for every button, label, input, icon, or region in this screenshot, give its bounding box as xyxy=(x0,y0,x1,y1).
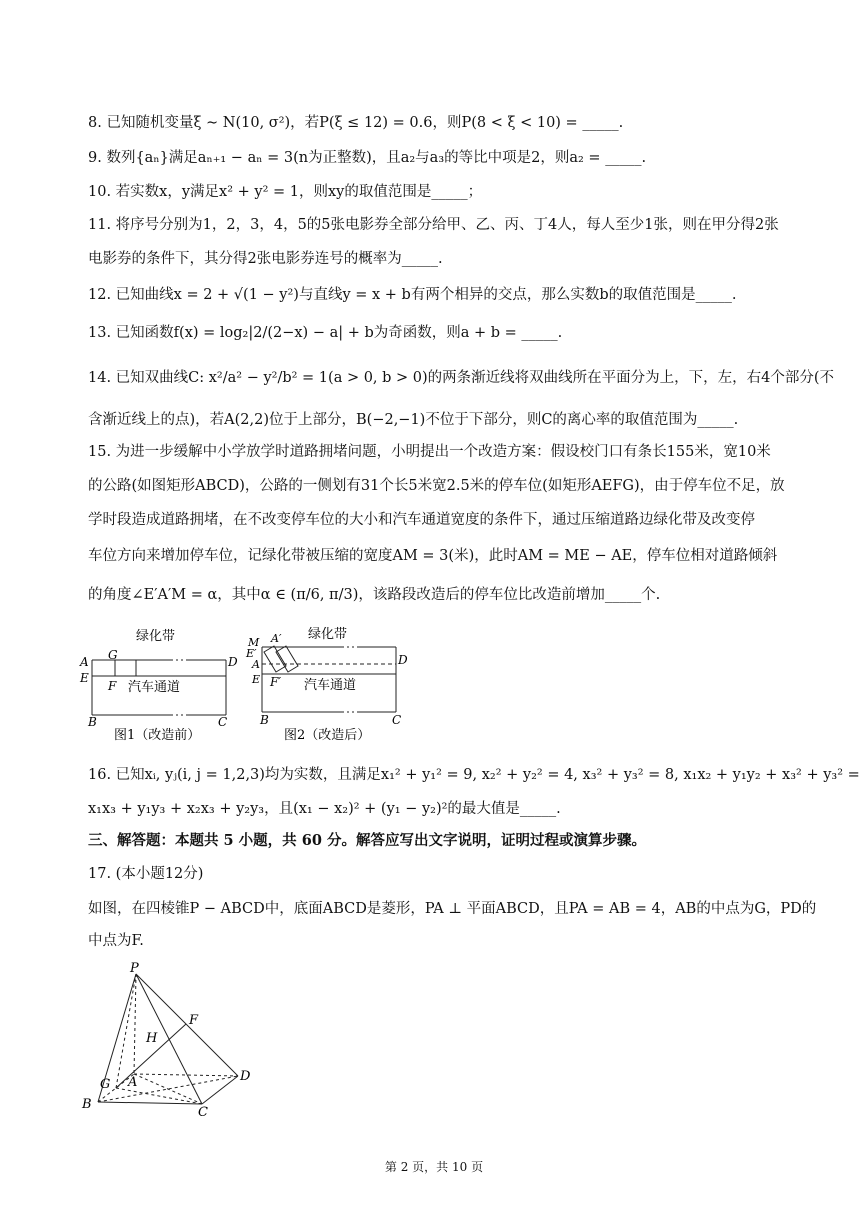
figure-2-after xyxy=(246,622,416,751)
question-15-line1: 15. 为进一步缓解中小学放学时道路拥堵问题，小明提出一个改造方案：假设校门口有条长155米，宽10米 xyxy=(88,444,771,460)
question-13: 13. 已知函数f(x) = log₂|2/(2−x) − a| + b为奇函数，则a + b = _____. xyxy=(88,325,563,341)
svg-text:D: D xyxy=(228,655,238,669)
question-17-line1: 如图，在四棱锥P − ABCD中，底面ABCD是菱形，PA ⊥ 平面ABCD，且PA = AB = 4，AB的中点为G，PD的 xyxy=(88,901,817,917)
figure-1-before xyxy=(78,622,238,751)
svg-text:B: B xyxy=(82,1097,92,1112)
svg-text:A: A xyxy=(80,655,89,669)
question-11-line1: 11. 将序号分别为1，2，3，4，5的5张电影券全部分给甲、乙、丙、丁4人，每人至少1张，则在甲分得2张 xyxy=(88,217,779,233)
page-footer: 第 2 页，共 10 页 xyxy=(384,1160,484,1174)
question-15-line4: 车位方向来增加停车位，记绿化带被压缩的宽度AM = 3(米)，此时AM = ME − AE，停车位相对道路倾斜 xyxy=(88,548,778,564)
pyramid-figure xyxy=(80,958,260,1122)
fig2-green-label: 绿化带 xyxy=(308,627,348,642)
question-17-heading: 17. (本小题12分) xyxy=(88,866,204,882)
svg-text:B: B xyxy=(260,713,269,727)
svg-text:D: D xyxy=(398,653,408,667)
question-16-line2: x₁x₃ + y₁y₃ + x₂x₃ + y₂y₃，且(x₁ − x₂)² + (y₁ − y₂)²的最大值是_____. xyxy=(88,801,561,817)
svg-text:G: G xyxy=(100,1077,111,1092)
svg-text:E′: E′ xyxy=(246,647,257,660)
fig1-caption: 图1（改造前） xyxy=(114,728,201,743)
question-12: 12. 已知曲线x = 2 + √(1 − y²)与直线y = x + b有两个相异的交点，那么实数b的取值范围是_____. xyxy=(88,287,737,303)
question-10: 10. 若实数x，y满足x² + y² = 1，则xy的取值范围是_____； xyxy=(88,184,483,200)
svg-text:A′: A′ xyxy=(271,632,282,645)
question-15-line2: 的公路(如图矩形ABCD)，公路的一侧划有31个长5米宽2.5米的停车位(如矩形AEFG)，由于停车位不足，放 xyxy=(88,478,785,494)
svg-text:A: A xyxy=(252,658,260,671)
svg-text:P: P xyxy=(130,961,139,976)
fig1-road-label: 汽车通道 xyxy=(128,680,181,695)
svg-text:A: A xyxy=(128,1075,138,1090)
fig2-road-label: 汽车通道 xyxy=(304,678,357,693)
svg-text:M: M xyxy=(248,636,260,649)
question-11-line2: 电影券的条件下，其分得2张电影券连号的概率为_____. xyxy=(88,251,443,267)
question-8: 8. 已知随机变量ξ ∼ N(10, σ²)，若P(ξ ≤ 12) = 0.6，则P(8 < ξ < 10) = _____. xyxy=(88,115,624,131)
svg-text:F′: F′ xyxy=(270,675,282,689)
svg-text:G: G xyxy=(108,648,118,662)
svg-text:D: D xyxy=(240,1069,251,1084)
question-15-line3: 学时段造成道路拥堵，在不改变停车位的大小和汽车通道宽度的条件下，通过压缩道路边绿化带及改变停 xyxy=(88,512,755,528)
section-3-heading: 三、解答题：本题共 5 小题，共 60 分。解答应写出文字说明，证明过程或演算步骤。 xyxy=(88,832,646,849)
svg-text:H: H xyxy=(146,1031,158,1046)
svg-text:B: B xyxy=(88,715,97,729)
svg-text:E: E xyxy=(80,671,89,685)
question-14-line1: 14. 已知双曲线C: x²/a² − y²/b² = 1(a > 0, b > 0)的两条渐近线将双曲线所在平面分为上，下，左，右4个部分(不 xyxy=(88,370,835,386)
fig1-green-label: 绿化带 xyxy=(136,629,176,644)
question-17-line2: 中点为F. xyxy=(88,933,144,949)
question-15-line5: 的角度∠E′A′M = α，其中α ∈ (π/6, π/3)，该路段改造后的停车位比改造前增加_____个. xyxy=(88,587,661,603)
svg-text:E: E xyxy=(252,673,261,686)
svg-text:F: F xyxy=(108,679,117,693)
question-16-line1: 16. 已知xᵢ, yⱼ(i, j = 1,2,3)均为实数，且满足x₁² + y₁² = 9, x₂² + y₂² = 4, x₃² + y₃² = 8, x₁x₂ + y₁y₂ + x₃² + y₃² = xyxy=(88,767,860,783)
svg-text:C: C xyxy=(392,713,402,727)
question-9: 9. 数列{aₙ}满足aₙ₊₁ − aₙ = 3(n为正整数)，且a₂与a₃的等比中项是2，则a₂ = _____. xyxy=(88,150,647,166)
svg-text:F: F xyxy=(189,1013,199,1028)
svg-text:C: C xyxy=(198,1105,208,1120)
question-14-line2: 含渐近线上的点)，若A(2,2)位于上部分，B(−2,−1)不位于下部分，则C的离心率的取值范围为_____. xyxy=(88,412,739,428)
fig2-caption: 图2（改造后） xyxy=(284,728,371,743)
svg-text:C: C xyxy=(218,715,228,729)
